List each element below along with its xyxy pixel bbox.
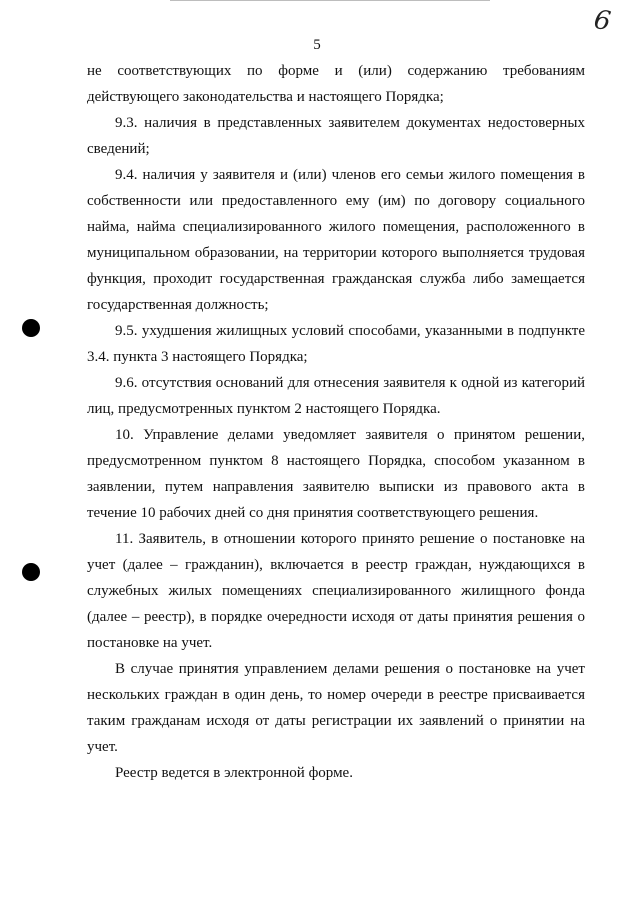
paragraph-11b-line: учет.	[87, 739, 118, 755]
paragraph-9-4-line: функция, проходит государственная гражданская служба либо замещается	[87, 271, 585, 287]
text-line: не соответствующих по форме и (или) содержанию требованиям	[87, 63, 585, 79]
scan-edge-line	[170, 0, 490, 1]
paragraph-11-line: учет (далее – гражданин), включается в реестр граждан, нуждающихся в	[87, 557, 585, 573]
paragraph-11b-line: В случае принятия управлением делами решения о постановке на учет	[115, 661, 585, 677]
paragraph-11c-line: Реестр ведется в электронной форме.	[115, 765, 353, 781]
punch-hole-icon	[22, 563, 40, 581]
text-line: действующего законодательства и настоящего Порядка;	[87, 89, 444, 105]
paragraph-9-4-line: найма, найма специализированного жилого помещения, расположенного в	[87, 219, 585, 235]
paragraph-11-line: 11. Заявитель, в отношении которого принято решение о постановке на	[115, 531, 585, 547]
paragraph-10-line: течение 10 рабочих дней со дня принятия соответствующего решения.	[87, 505, 539, 521]
paragraph-11-line: служебных жилых помещениях специализированного жилищного фонда	[87, 583, 585, 599]
paragraph-11b-line: таким гражданам исходя от даты регистрации их заявлений о принятии на	[87, 713, 585, 729]
paragraph-10-line: предусмотренном пунктом 8 настоящего Порядка, способом указанном в	[87, 453, 585, 469]
paragraph-10-line: заявлении, путем направления заявителю выписки из правового акта в	[87, 479, 585, 495]
handwritten-page-mark: 6	[591, 4, 613, 38]
paragraph-10-line: 10. Управление делами уведомляет заявителя о принятом решении,	[115, 427, 585, 443]
paragraph-9-3-line: сведений;	[87, 141, 150, 157]
paragraph-9-6-line: лиц, предусмотренных пунктом 2 настоящего Порядка.	[87, 401, 441, 417]
paragraph-9-3-line: 9.3. наличия в представленных заявителем документах недостоверных	[115, 115, 585, 131]
paragraph-9-5-line: 9.5. ухудшения жилищных условий способами, указанными в подпункте	[115, 323, 585, 339]
punch-hole-icon	[22, 319, 40, 337]
paragraph-9-4-line: 9.4. наличия у заявителя и (или) членов его семьи жилого помещения в	[115, 167, 585, 183]
paragraph-9-5-line: 3.4. пункта 3 настоящего Порядка;	[87, 349, 308, 365]
paragraph-11-line: постановке на учет.	[87, 635, 213, 651]
paragraph-9-4-line: государственная должность;	[87, 297, 269, 313]
paragraph-9-6-line: 9.6. отсутствия оснований для отнесения заявителя к одной из категорий	[115, 375, 585, 391]
paragraph-11b-line: нескольких граждан в один день, то номер очереди в реестре присваивается	[87, 687, 585, 703]
paragraph-9-4-line: собственности или предоставленного ему (им) по договору социального	[87, 193, 585, 209]
page-number: 5	[313, 37, 321, 53]
document-body	[87, 58, 585, 786]
paragraph-9-4-line: муниципальном образовании, на территории которого выполняется трудовая	[87, 245, 585, 261]
paragraph-11-line: (далее – реестр), в порядке очередности исходя от даты принятия решения о	[87, 609, 585, 625]
